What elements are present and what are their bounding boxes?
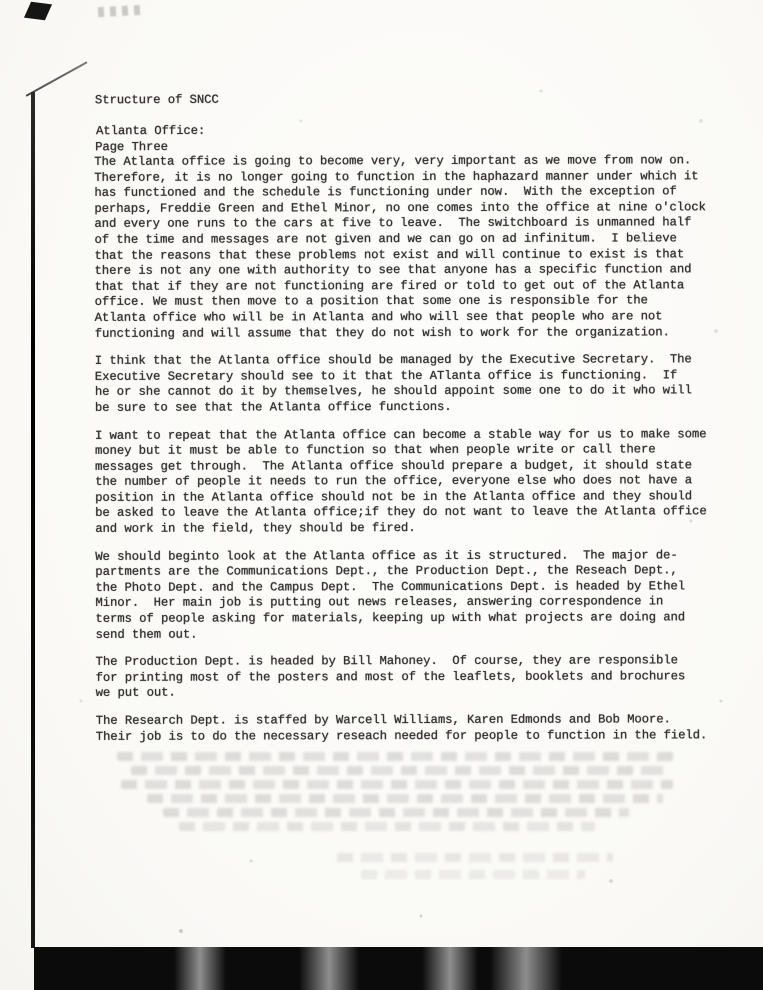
scan-edge-streak (490, 947, 562, 990)
faded-text-line (121, 780, 673, 789)
section-title: Atlanta Office: (95, 123, 206, 139)
paragraph-production-dept: The Production Dept. is headed by Bill Mahoney. Of course, they are responsible for printing most of the posters and most of the leaflets, booklets and brochures we put out. (95, 653, 686, 701)
scan-noise-speckles (0, 0, 2, 2)
faded-text-line (117, 752, 673, 761)
faded-illegible-text-block (105, 752, 705, 884)
scan-edge-streak (174, 947, 226, 990)
faded-text-line (179, 822, 595, 831)
paragraph-executive-secretary: I think that the Atlanta office should be managed by the Executive Secretary. The Executive Secretary should see to it that the ATlanta office is functioning. If he or she cannot do it by themselves, he should appoint some one to do it who will be sure to see that the Atlanta office functions. (94, 352, 692, 415)
scan-edge-streak (422, 947, 478, 990)
faded-text-line (163, 808, 629, 817)
document-page-number: Page Three (95, 139, 168, 155)
paragraph-research-dept: The Research Dept. is staffed by Warcell Williams, Karen Edmonds and Bob Moore. Their job is to do the necessary reseach needed for people to function in the field. (95, 712, 708, 744)
scan-edge-left (31, 92, 35, 948)
scan-artifact-top-smudge (98, 5, 144, 17)
paragraph-office-budget: I want to repeat that the Atlanta office can become a stable way for us to make some money but it must be able to function so that when people write or call there messages get through. The Atlanta office should prepare a budget, it should state the number of people it needs to run the office, everyone else who does not have a position in the Atlanta office should not be in the Atlanta office and they should be asked to leave the Atlanta office;if they do not want to leave the Atlanta office and work in the field, they should be fired. (94, 426, 707, 536)
paragraph-atlanta-office-overview: The Atlanta office is going to become very, very important as we move from now on. Therefore, it is no longer going to function in the haphazard manner under which it has functioned and the schedule is functioning under now. With the exception of perhaps, Freddie Green and Ethel Minor, no one comes into the office at nine o'clock and every one runs to the cars at five to leave. The switchboard is unmanned half of the time and messages are not given and we can go on ad infinitum. I believe that the reasons that these problems not exist and will continue to exist is that there is not any one with authority to see that anyone has a specific function and that that if they are not functioning are fired or told to get out of the Atlanta office. We must then move to a position that some one is responsible for the Atlanta office who will be in Atlanta and who will see that people who are not functioning and will assume that they do not wish to work for the organization. (94, 153, 706, 341)
faded-text-line (147, 794, 663, 803)
paragraph-departments: We should beginto look at the Atlanta office as it is structured. The major de- partments are the Communications Dept., the Production Dept., the Reseach Dept., the Photo Dept. and the Campus Dept. The Communications Dept. is headed by Ethel Minor. Her main job is putting out news releases, answering correspondence in terms of people asking for materials, keeping up with what projects are doing and send them out. (95, 547, 686, 642)
scan-edge-streak (299, 947, 359, 990)
document-body (94, 153, 736, 757)
faded-text-line (337, 853, 613, 862)
faded-text-line (131, 766, 671, 775)
scan-edge-bottom (34, 947, 763, 990)
faded-text-line (361, 870, 585, 879)
document-title: Structure of SNCC (94, 92, 219, 108)
scan-artifact-top-left-mark (24, 2, 52, 21)
